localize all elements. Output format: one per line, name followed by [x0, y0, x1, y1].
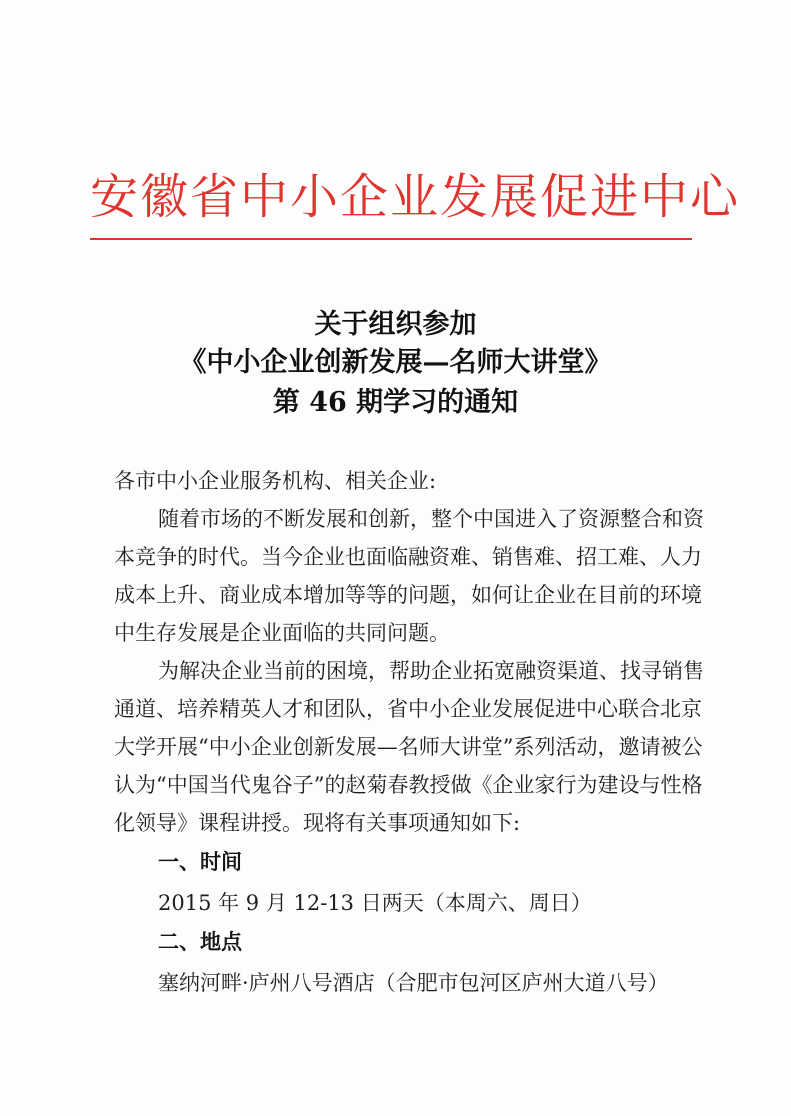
title-line-2: 《中小企业创新发展—名师大讲堂》	[179, 347, 612, 378]
organization-header: 安徽省中小企业发展促进中心	[90, 169, 741, 225]
place-value: 塞纳河畔·庐州八号酒店（合肥市包河区庐州大道八号）	[158, 971, 669, 995]
para2-line-1: 为解决企业当前的困境，帮助企业拓宽融资渠道、找寻销售	[158, 659, 704, 683]
para2-line-3: 大学开展“中小企业创新发展—名师大讲堂”系列活动，邀请被公	[114, 735, 703, 759]
para1-line-3: 成本上升、商业成本增加等等的问题，如何让企业在目前的环境	[114, 583, 702, 607]
time-value: 2015 年 9 月 12-13 日两天（本周六、周日）	[158, 891, 592, 915]
para1-line-2: 本竞争的时代。当今企业也面临融资难、销售难、招工难、人力	[114, 545, 702, 569]
time-heading: 一、时间	[158, 849, 242, 874]
para2-line-4: 认为“中国当代鬼谷子”的赵菊春教授做《企业家行为建设与性格	[114, 773, 703, 797]
title-line-1: 关于组织参加	[314, 309, 477, 340]
salutation: 各市中小企业服务机构、相关企业:	[114, 469, 437, 493]
header-divider	[90, 238, 692, 240]
para2-line-2: 通道、培养精英人才和团队，省中小企业发展促进中心联合北京	[114, 697, 702, 721]
para1-line-1: 随着市场的不断发展和创新，整个中国进入了资源整合和资	[158, 507, 704, 531]
place-heading: 二、地点	[158, 929, 242, 954]
title-line-3: 第 46 期学习的通知	[272, 387, 519, 418]
para2-line-5: 化领导》课程讲授。现将有关事项通知如下:	[114, 811, 521, 835]
para1-line-4: 中生存发展是企业面临的共同问题。	[114, 621, 450, 645]
